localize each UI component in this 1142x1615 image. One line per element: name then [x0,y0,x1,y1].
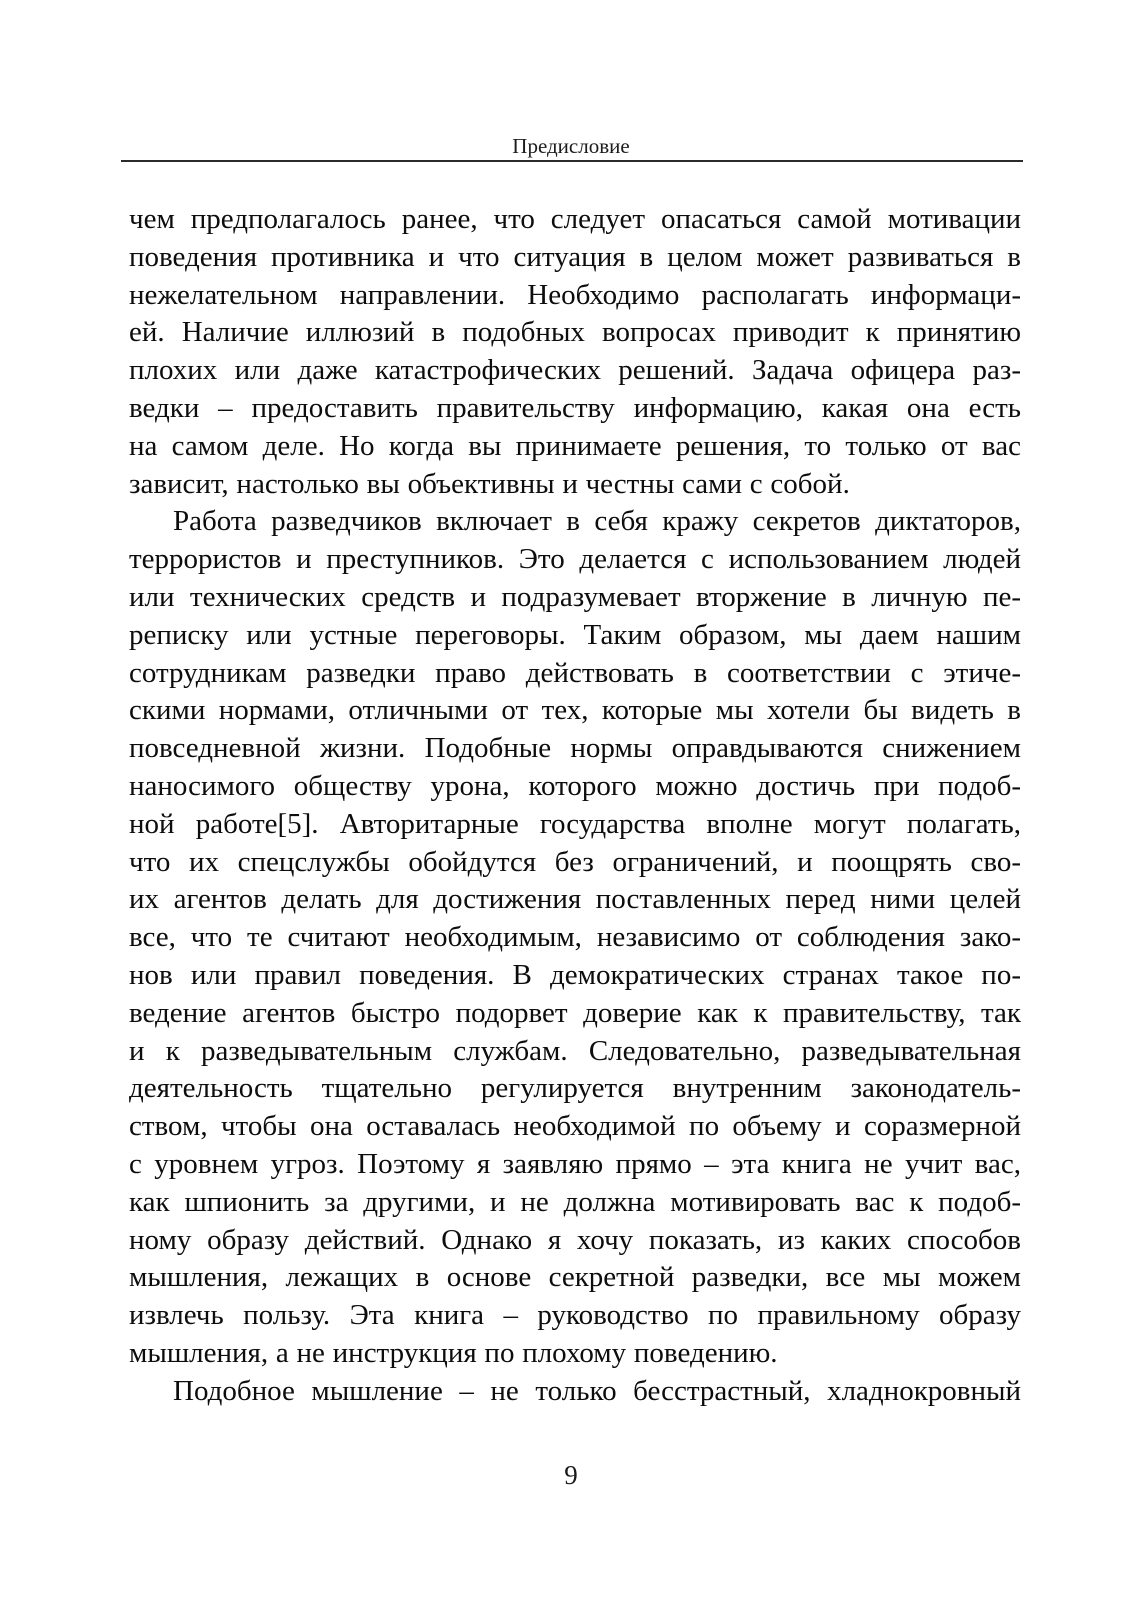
text-line: плохих или даже катастрофических решений. Задача офицера раз- [129,354,1021,387]
text-line: ством, чтобы она оставалась необходимой по объему и соразмерной [129,1110,1021,1143]
text-line: нов или правил поведения. В демократических странах такое по- [129,958,1021,991]
text-line: все, что те считают необходимым, независимо от соблюдения зако- [129,921,1021,954]
text-line: наносимого обществу урона, которого можно достичь при подоб- [129,769,1021,802]
text-line: их агентов делать для достижения поставленных перед ними целей [129,883,1021,916]
text-line: ей. Наличие иллюзий в подобных вопросах приводит к принятию [129,316,1021,349]
text-line: мышления, а не инструкция по плохому поведению. [129,1336,778,1369]
text-line: реписку или устные переговоры. Таким образом, мы даем нашим [129,618,1021,651]
text-line: чем предполагалось ранее, что следует опасаться самой мотивации [129,203,1021,235]
text-line: извлечь пользу. Эта книга – руководство по правильному образу [129,1299,1021,1332]
text-line: или технических средств и подразумевает вторжение в личную пе- [129,580,1021,613]
text-line: Подобное мышление – не только бесстрастный, хладнокровный [173,1374,1021,1407]
text-line: ведение агентов быстро подорвет доверие как к правительству, так [129,996,1021,1029]
body-text [129,201,1021,1411]
text-line: повседневной жизни. Подобные нормы оправдываются снижением [129,732,1021,765]
text-line: скими нормами, отличными от тех, которые мы хотели бы видеть в [129,694,1021,727]
text-line: мышления, лежащих в основе секретной разведки, все мы можем [129,1261,1021,1294]
text-line: зависит, настолько вы объективны и честны сами с собой. [129,467,850,500]
page-number: 9 [564,1460,578,1490]
text-line: что их спецслужбы обойдутся без ограничений, и поощрять сво- [129,845,1021,878]
text-line: нежелательном направлении. Необходимо располагать информаци- [129,278,1021,311]
text-line: и к разведывательным службам. Следовательно, разведывательная [129,1034,1021,1067]
text-line: как шпионить за другими, и не должна мотивировать вас к подоб- [129,1185,1021,1218]
text-line: террористов и преступников. Это делается с использованием людей [129,543,1021,576]
text-line: на самом деле. Но когда вы принимаете решения, то только от вас [129,429,1021,462]
text-line: сотрудникам разведки право действовать в соответствии с этиче- [129,656,1021,689]
text-line: с уровнем угроз. Поэтому я заявляю прямо – эта книга не учит вас, [129,1147,1021,1180]
text-line: ному образу действий. Однако я хочу показать, из каких способов [129,1223,1021,1256]
text-line: ной работе[5]. Авторитарные государства вполне могут полагать, [129,807,1021,840]
running-head: Предисловие [512,134,630,158]
header-rule [121,160,1023,162]
text-line: Работа разведчиков включает в себя кражу секретов диктаторов, [173,505,1021,538]
text-line: ведки – предоставить правительству информацию, какая она есть [129,391,1021,424]
text-line: деятельность тщательно регулируется внутренним законодатель- [129,1072,1021,1105]
text-line: поведения противника и что ситуация в целом может развиваться в [129,240,1021,273]
